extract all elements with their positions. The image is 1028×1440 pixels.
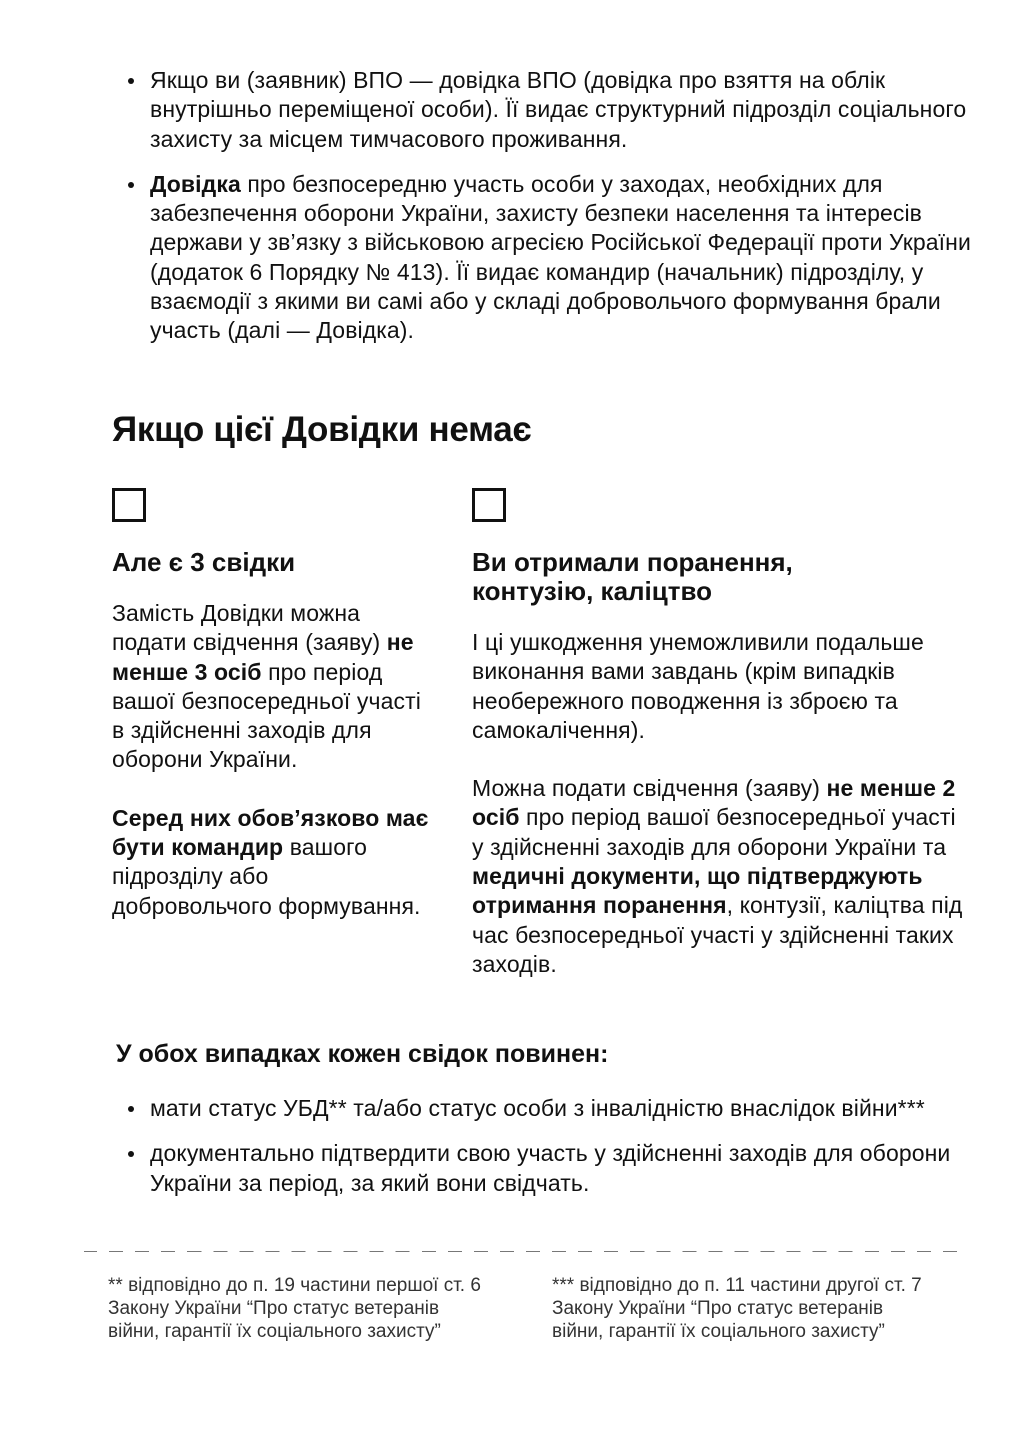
- text: про період вашої безпосередньої участі у здійсненні заходів для оборони України та: [472, 804, 956, 860]
- bullet-bold: Довідка: [150, 170, 241, 197]
- right-title: Ви отримали поранення, контузію, каліцтво: [472, 547, 793, 606]
- text: , контузії, каліцтва під час безпосередньої участі у здійсненні таких заходів.: [472, 892, 963, 977]
- list-item: [112, 66, 972, 154]
- bold-text: не менше 2 осіб: [472, 775, 956, 831]
- left-column: [112, 548, 432, 921]
- divider: [84, 1251, 964, 1252]
- right-paragraph-1: І ці ушкодження унеможливили подальше виконання вами завдань (крім випадків необережного поводження із зброєю та самокалічення).: [472, 629, 924, 743]
- right-column: [472, 548, 972, 979]
- text: Замість Довідки можна подати свідчення (заяву): [112, 600, 387, 656]
- list-item: мати статус УБД** та/або статус особи з інвалідністю внаслідок війни***: [112, 1094, 952, 1123]
- witness-list: [112, 1094, 952, 1198]
- bullet-text: про безпосередню участь особи у заходах, необхідних для забезпечення оборони України, захисту безпеки населення та інтересів держави у зв’язку з військовою агресією Російської Федерації проти України (додаток 6 Порядку № 413). Її видає командир (начальник) підрозділу, у взаємодії з якими ви самі або у складі добровольчого формування брали участь (далі — Довідка).: [150, 170, 971, 344]
- left-title: Але є 3 свідки: [112, 547, 296, 577]
- checkbox-left[interactable]: [112, 488, 146, 522]
- text: Можна подати свідчення (заяву): [472, 775, 827, 802]
- left-paragraph-2: [112, 804, 432, 921]
- text: про період вашої безпосередньої участі в здійсненні заходів для оборони України.: [112, 658, 421, 773]
- bold-text: не менше 3 осіб: [112, 629, 414, 685]
- witness-title: У обох випадках кожен свідок повинен:: [116, 1040, 609, 1068]
- list-item: документально підтвердити свою участь у здійсненні заходів для оборони України за період, за який вони свідчать.: [112, 1139, 952, 1198]
- text: вашого підрозділу або добровольчого формування.: [112, 834, 421, 919]
- bullet-text: Якщо ви (заявник) ВПО — довідка ВПО (довідка про взяття на облік внутрішньо переміщеної особи). Її видає структурний підрозділ соціального захисту за місцем тимчасового проживання.: [150, 67, 967, 152]
- right-paragraph-2: [472, 774, 972, 979]
- section-title: Якщо цієї Довідки немає: [112, 410, 532, 449]
- checkbox-right[interactable]: [472, 488, 506, 522]
- top-bullet-list: [112, 66, 972, 346]
- footnote-2: *** відповідно до п. 11 частини другої ст. 7 Закону України “Про статус ветеранів війни, гарантії їх соціального захисту”: [552, 1275, 922, 1342]
- left-paragraph-1: [112, 599, 432, 775]
- bold-text: медичні документи, що підтверджують отримання поранення: [472, 863, 923, 919]
- list-item: [112, 170, 972, 346]
- footnote-1: ** відповідно до п. 19 частини першої ст. 6 Закону України “Про статус ветеранів війни, гарантії їх соціального захисту”: [108, 1275, 481, 1342]
- bold-text: Серед них обов’язково має бути командир: [112, 804, 429, 861]
